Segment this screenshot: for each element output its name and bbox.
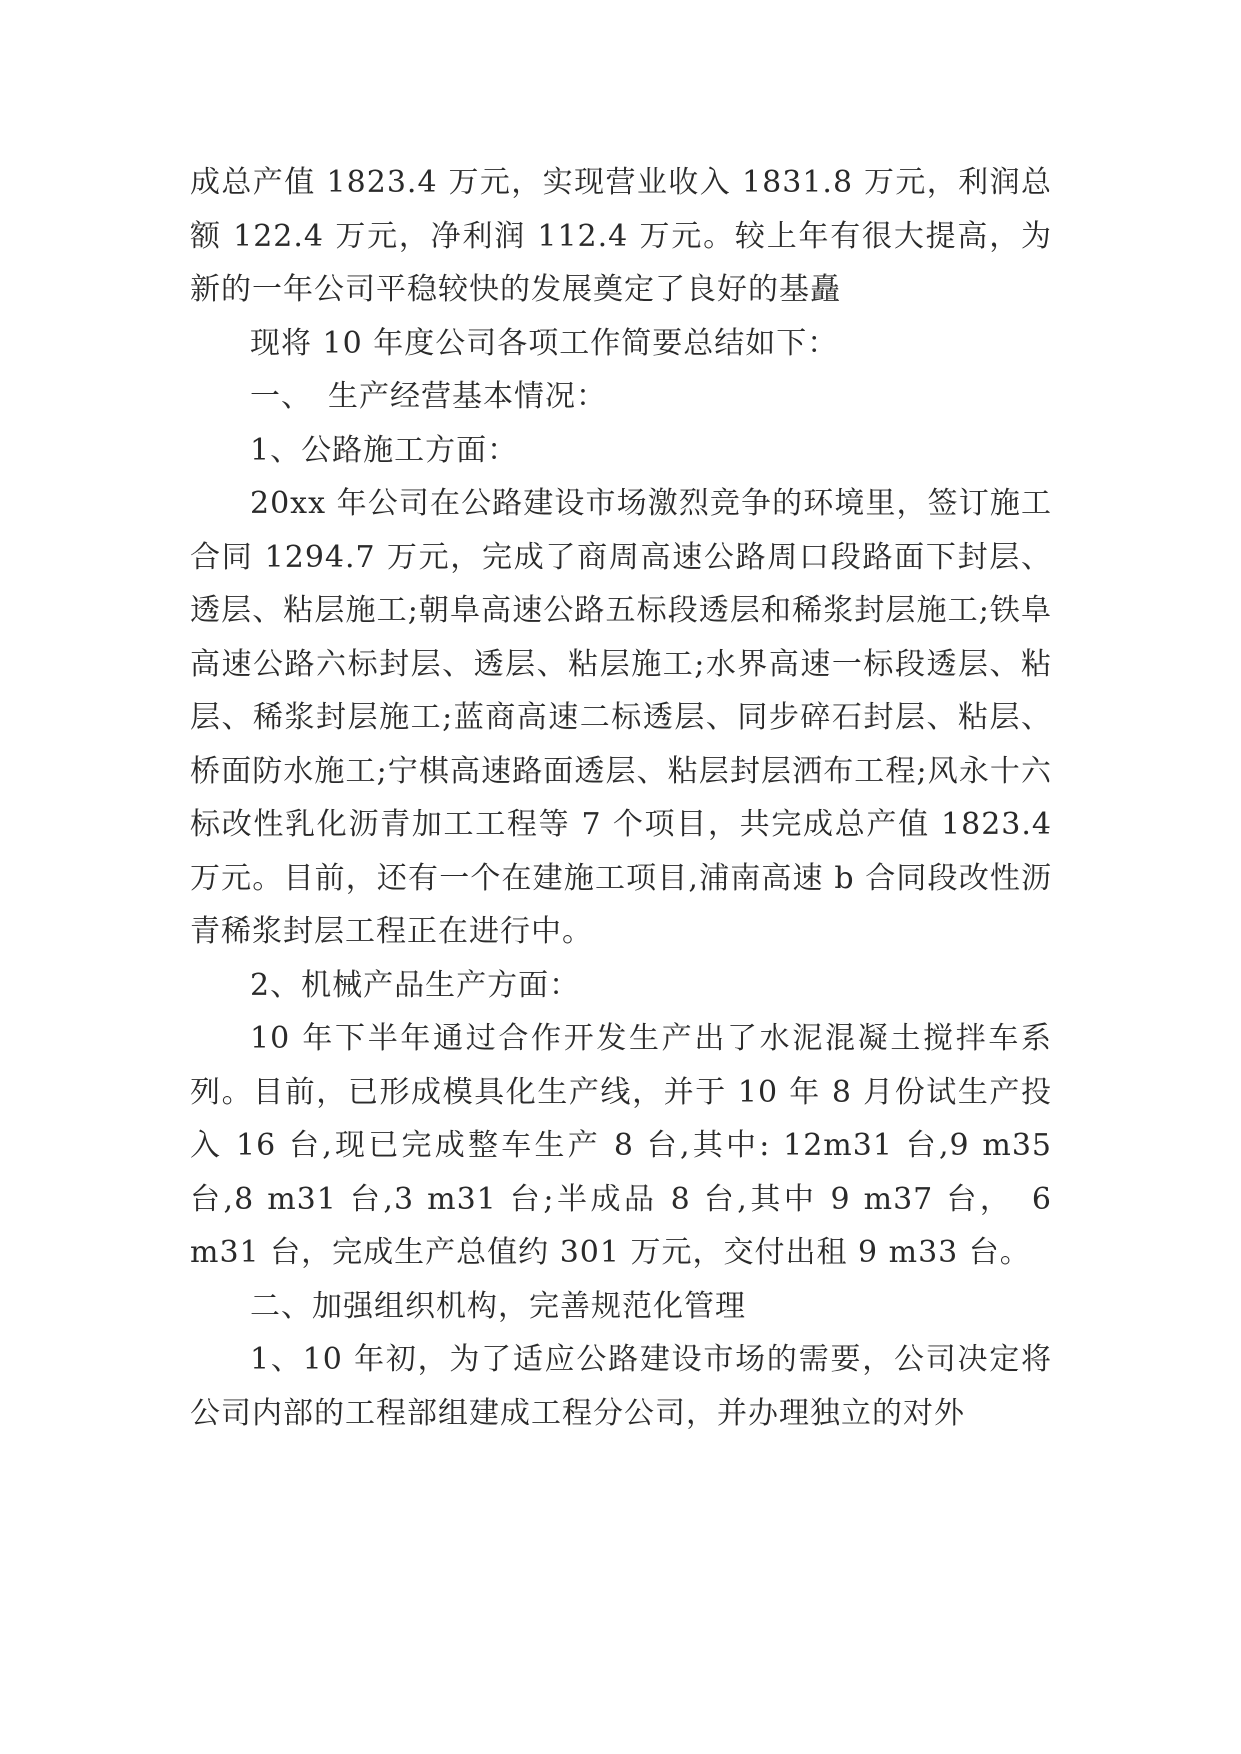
heading-road-construction: 1、公路施工方面： xyxy=(250,432,519,468)
heading-section-1: 一、 生产经营基本情况： xyxy=(250,379,607,414)
paragraph-machinery-production: 10 年下半年通过合作开发生产出了水泥混凝土搅拌车系列。目前，已形成模具化生产线，并于 10 年 8 月份试生产投入 16 台,现已完成整车生产 8 台,其中: 12m31 台,9 m35 台,8 m31 台,3 m31 台;半成品 8 台,其中 9 m37 台， 6 m31 台，完成生产总值约 301 万元，交付出租 9 m33 台。 xyxy=(190,1021,1052,1270)
paragraph-summary-intro: 现将 10 年度公司各项工作简要总结如下： xyxy=(250,325,839,361)
heading-section-2: 二、加强组织机构，完善规范化管理 xyxy=(250,1288,746,1324)
paragraph-organization: 1、10 年初，为了适应公路建设市场的需要，公司决定将公司内部的工程部组建成工程分公司，并办理独立的对外 xyxy=(190,1342,1052,1431)
document-body xyxy=(190,156,1052,1440)
paragraph-road-construction: 20xx 年公司在公路建设市场激烈竞争的环境里，签订施工合同 1294.7 万元，完成了商周高速公路周口段路面下封层、透层、粘层施工;朝阜高速公路五标段透层和稀浆封层施工;铁阜高速公路六标封层、透层、粘层施工;水界高速一标段透层、粘层、稀浆封层施工;蓝商高速二标透层、同步碎石封层、粘层、桥面防水施工;宁棋高速路面透层、粘层封层洒布工程;风永十六标改性乳化沥青加工工程等 7 个项目，共完成总产值 1823.4 万元。目前，还有一个在建施工项目,浦南高速 b 合同段改性沥青稀浆封层工程正在进行中。 xyxy=(190,486,1052,949)
paragraph-output-summary: 成总产值 1823.4 万元，实现营业收入 1831.8 万元，利润总额 122.4 万元，净利润 112.4 万元。较上年有很大提高，为新的一年公司平稳较快的发展奠定了良好的基矗 xyxy=(190,165,1052,307)
heading-machinery-production: 2、机械产品生产方面： xyxy=(250,967,581,1003)
